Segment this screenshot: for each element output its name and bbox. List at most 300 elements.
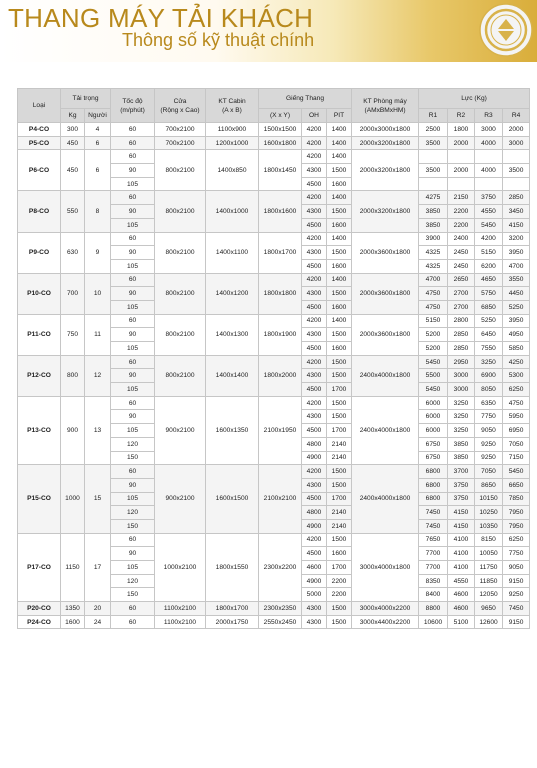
speed-cell: 60 bbox=[111, 355, 155, 369]
speed-cell: 90 bbox=[111, 287, 155, 301]
speed-cell: 105 bbox=[111, 424, 155, 438]
table-row bbox=[18, 602, 530, 616]
r4-cell: 5300 bbox=[503, 369, 530, 383]
r4-cell: 3450 bbox=[503, 205, 530, 219]
r1-cell bbox=[419, 177, 448, 191]
speed-cell: 90 bbox=[111, 547, 155, 561]
r1-cell: 5200 bbox=[419, 342, 448, 356]
spec-table bbox=[17, 88, 530, 629]
r2-cell: 2450 bbox=[448, 259, 475, 273]
table-row bbox=[18, 123, 530, 137]
r3-cell: 5450 bbox=[475, 218, 503, 232]
speed-cell: 120 bbox=[111, 574, 155, 588]
r1-cell: 7450 bbox=[419, 519, 448, 533]
r2-cell: 2950 bbox=[448, 355, 475, 369]
load-persons-cell: 8 bbox=[85, 191, 111, 232]
r1-cell: 7650 bbox=[419, 533, 448, 547]
door-cell: 700x2100 bbox=[155, 123, 206, 137]
speed-cell: 150 bbox=[111, 451, 155, 465]
machine-room-cell: 3000x4400x2200 bbox=[352, 615, 419, 629]
r3-cell: 5150 bbox=[475, 246, 503, 260]
oh-cell: 4200 bbox=[302, 396, 327, 410]
speed-cell: 60 bbox=[111, 191, 155, 205]
door-cell: 900x2100 bbox=[155, 465, 206, 533]
r4-cell: 9250 bbox=[503, 588, 530, 602]
r1-cell: 3850 bbox=[419, 205, 448, 219]
r3-cell: 3250 bbox=[475, 355, 503, 369]
door-cell: 800x2100 bbox=[155, 355, 206, 396]
load-persons-cell: 24 bbox=[85, 615, 111, 629]
header-r3: R3 bbox=[475, 109, 503, 123]
oh-cell: 4300 bbox=[302, 164, 327, 178]
load-persons-cell: 15 bbox=[85, 465, 111, 533]
r4-cell: 2000 bbox=[503, 123, 530, 137]
oh-cell: 4200 bbox=[302, 191, 327, 205]
r2-cell: 2650 bbox=[448, 273, 475, 287]
pit-cell: 1600 bbox=[327, 218, 352, 232]
load-kg-cell: 1150 bbox=[61, 533, 85, 601]
oh-cell: 4200 bbox=[302, 150, 327, 164]
r2-cell: 4150 bbox=[448, 519, 475, 533]
r3-cell: 9250 bbox=[475, 451, 503, 465]
speed-cell: 60 bbox=[111, 232, 155, 246]
model-cell: P15-CO bbox=[18, 465, 61, 533]
oh-cell: 4500 bbox=[302, 259, 327, 273]
r2-cell: 3250 bbox=[448, 424, 475, 438]
r3-cell: 11750 bbox=[475, 561, 503, 575]
oh-cell: 4200 bbox=[302, 465, 327, 479]
r1-cell: 7700 bbox=[419, 547, 448, 561]
cabin-cell: 1200x1000 bbox=[206, 136, 259, 150]
pit-cell: 1400 bbox=[327, 273, 352, 287]
oh-cell: 4200 bbox=[302, 533, 327, 547]
r4-cell: 3550 bbox=[503, 273, 530, 287]
pit-cell: 1500 bbox=[327, 328, 352, 342]
pit-cell: 1500 bbox=[327, 410, 352, 424]
speed-cell: 60 bbox=[111, 396, 155, 410]
r3-cell: 7050 bbox=[475, 465, 503, 479]
cabin-cell: 2000x1750 bbox=[206, 615, 259, 629]
pit-cell: 1400 bbox=[327, 232, 352, 246]
load-kg-cell: 630 bbox=[61, 232, 85, 273]
r2-cell bbox=[448, 177, 475, 191]
oh-cell: 4300 bbox=[302, 205, 327, 219]
model-cell: P10-CO bbox=[18, 273, 61, 314]
machine-room-cell: 2400x4000x1800 bbox=[352, 355, 419, 396]
header-banner bbox=[0, 0, 537, 62]
speed-cell: 90 bbox=[111, 246, 155, 260]
r3-cell: 4550 bbox=[475, 205, 503, 219]
model-cell: P4-CO bbox=[18, 123, 61, 137]
header-speed: Tốc độ (m/phút) bbox=[111, 89, 155, 123]
load-persons-cell: 10 bbox=[85, 273, 111, 314]
r1-cell: 6750 bbox=[419, 437, 448, 451]
r1-cell: 5450 bbox=[419, 383, 448, 397]
shaft-xy-cell: 2300x2350 bbox=[259, 602, 302, 616]
shaft-xy-cell: 1800x1700 bbox=[259, 232, 302, 273]
r2-cell: 5100 bbox=[448, 615, 475, 629]
shaft-xy-cell: 2300x2200 bbox=[259, 533, 302, 601]
machine-room-cell: 2000x3200x1800 bbox=[352, 136, 419, 150]
machine-room-cell: 2000x3600x1800 bbox=[352, 314, 419, 355]
table-row bbox=[18, 136, 530, 150]
r2-cell: 3700 bbox=[448, 465, 475, 479]
shaft-xy-cell: 1500x1500 bbox=[259, 123, 302, 137]
load-kg-cell: 800 bbox=[61, 355, 85, 396]
table-row bbox=[18, 465, 530, 479]
r3-cell: 12050 bbox=[475, 588, 503, 602]
r3-cell: 8150 bbox=[475, 533, 503, 547]
pit-cell: 1700 bbox=[327, 561, 352, 575]
door-cell: 1100x2100 bbox=[155, 602, 206, 616]
r3-cell: 12600 bbox=[475, 615, 503, 629]
r4-cell: 5250 bbox=[503, 300, 530, 314]
oh-cell: 4500 bbox=[302, 424, 327, 438]
oh-cell: 4900 bbox=[302, 519, 327, 533]
r4-cell: 4150 bbox=[503, 218, 530, 232]
speed-cell: 120 bbox=[111, 437, 155, 451]
r3-cell: 9050 bbox=[475, 424, 503, 438]
speed-cell: 60 bbox=[111, 465, 155, 479]
door-cell: 1100x2100 bbox=[155, 615, 206, 629]
r4-cell: 3500 bbox=[503, 164, 530, 178]
table-row bbox=[18, 355, 530, 369]
r3-cell: 9250 bbox=[475, 437, 503, 451]
r1-cell: 7700 bbox=[419, 561, 448, 575]
r4-cell: 4950 bbox=[503, 328, 530, 342]
r1-cell: 3900 bbox=[419, 232, 448, 246]
header-cabin: KT Cabin (A x B) bbox=[206, 89, 259, 123]
r1-cell: 6750 bbox=[419, 451, 448, 465]
speed-cell: 150 bbox=[111, 519, 155, 533]
r2-cell: 4100 bbox=[448, 561, 475, 575]
header-load-persons: Người bbox=[85, 109, 111, 123]
oh-cell: 4800 bbox=[302, 437, 327, 451]
r2-cell: 4100 bbox=[448, 533, 475, 547]
r2-cell: 3000 bbox=[448, 383, 475, 397]
r1-cell: 8800 bbox=[419, 602, 448, 616]
door-cell: 800x2100 bbox=[155, 314, 206, 355]
r3-cell: 4000 bbox=[475, 136, 503, 150]
table-row bbox=[18, 396, 530, 410]
door-cell: 800x2100 bbox=[155, 150, 206, 191]
r4-cell: 3000 bbox=[503, 136, 530, 150]
header-machine-room: KT Phòng máy (AMxBMxHM) bbox=[352, 89, 419, 123]
speed-cell: 105 bbox=[111, 259, 155, 273]
r3-cell: 6850 bbox=[475, 300, 503, 314]
model-cell: P12-CO bbox=[18, 355, 61, 396]
r2-cell: 4600 bbox=[448, 588, 475, 602]
shaft-xy-cell: 1800x2000 bbox=[259, 355, 302, 396]
r4-cell: 3950 bbox=[503, 246, 530, 260]
r2-cell: 3750 bbox=[448, 478, 475, 492]
pit-cell: 1500 bbox=[327, 164, 352, 178]
cabin-cell: 1400x1200 bbox=[206, 273, 259, 314]
model-cell: P8-CO bbox=[18, 191, 61, 232]
oh-cell: 4300 bbox=[302, 287, 327, 301]
machine-room-cell: 2000x3200x1800 bbox=[352, 150, 419, 191]
r2-cell: 3850 bbox=[448, 451, 475, 465]
r3-cell: 8050 bbox=[475, 383, 503, 397]
cabin-cell: 1600x1500 bbox=[206, 465, 259, 533]
r4-cell: 4450 bbox=[503, 287, 530, 301]
r1-cell: 3850 bbox=[419, 218, 448, 232]
r2-cell: 4150 bbox=[448, 506, 475, 520]
r2-cell: 2850 bbox=[448, 328, 475, 342]
oh-cell: 4600 bbox=[302, 561, 327, 575]
r1-cell: 6000 bbox=[419, 410, 448, 424]
r1-cell: 3500 bbox=[419, 136, 448, 150]
speed-cell: 105 bbox=[111, 342, 155, 356]
r1-cell: 5200 bbox=[419, 328, 448, 342]
pit-cell: 1700 bbox=[327, 492, 352, 506]
oh-cell: 4800 bbox=[302, 506, 327, 520]
header-door: Cửa (Rộng x Cao) bbox=[155, 89, 206, 123]
r2-cell: 4600 bbox=[448, 602, 475, 616]
r1-cell: 2500 bbox=[419, 123, 448, 137]
pit-cell: 1700 bbox=[327, 383, 352, 397]
speed-cell: 90 bbox=[111, 478, 155, 492]
cabin-cell: 1800x1700 bbox=[206, 602, 259, 616]
pit-cell: 1400 bbox=[327, 123, 352, 137]
r1-cell: 6000 bbox=[419, 424, 448, 438]
pit-cell: 1600 bbox=[327, 259, 352, 273]
r2-cell: 3250 bbox=[448, 410, 475, 424]
header-shaft-xy: (X x Y) bbox=[259, 109, 302, 123]
load-kg-cell: 550 bbox=[61, 191, 85, 232]
r4-cell: 5850 bbox=[503, 342, 530, 356]
header-r2: R2 bbox=[448, 109, 475, 123]
oh-cell: 4200 bbox=[302, 355, 327, 369]
load-persons-cell: 12 bbox=[85, 355, 111, 396]
r2-cell: 2200 bbox=[448, 218, 475, 232]
r3-cell: 6200 bbox=[475, 259, 503, 273]
table-row bbox=[18, 615, 530, 629]
pit-cell: 1600 bbox=[327, 177, 352, 191]
speed-cell: 105 bbox=[111, 300, 155, 314]
shaft-xy-cell: 2100x1950 bbox=[259, 396, 302, 464]
oh-cell: 4300 bbox=[302, 410, 327, 424]
header-r4: R4 bbox=[503, 109, 530, 123]
oh-cell: 4900 bbox=[302, 574, 327, 588]
load-persons-cell: 9 bbox=[85, 232, 111, 273]
table-row bbox=[18, 314, 530, 328]
speed-cell: 105 bbox=[111, 383, 155, 397]
load-kg-cell: 900 bbox=[61, 396, 85, 464]
shaft-xy-cell: 1800x1600 bbox=[259, 191, 302, 232]
pit-cell: 2140 bbox=[327, 437, 352, 451]
cabin-cell: 1400x1100 bbox=[206, 232, 259, 273]
model-cell: P24-CO bbox=[18, 615, 61, 629]
r3-cell: 10050 bbox=[475, 547, 503, 561]
r1-cell: 5500 bbox=[419, 369, 448, 383]
speed-cell: 60 bbox=[111, 314, 155, 328]
r2-cell: 2150 bbox=[448, 191, 475, 205]
table-row bbox=[18, 232, 530, 246]
r1-cell: 8350 bbox=[419, 574, 448, 588]
r1-cell: 6800 bbox=[419, 478, 448, 492]
spec-table-container bbox=[17, 88, 529, 629]
speed-cell: 60 bbox=[111, 602, 155, 616]
door-cell: 1000x2100 bbox=[155, 533, 206, 601]
oh-cell: 4200 bbox=[302, 136, 327, 150]
speed-cell: 60 bbox=[111, 615, 155, 629]
load-kg-cell: 700 bbox=[61, 273, 85, 314]
speed-cell: 60 bbox=[111, 150, 155, 164]
pit-cell: 1700 bbox=[327, 424, 352, 438]
shaft-xy-cell: 2550x2450 bbox=[259, 615, 302, 629]
r3-cell: 10350 bbox=[475, 519, 503, 533]
cabin-cell: 1400x850 bbox=[206, 150, 259, 191]
r1-cell: 5150 bbox=[419, 314, 448, 328]
speed-cell: 60 bbox=[111, 533, 155, 547]
r1-cell: 8400 bbox=[419, 588, 448, 602]
r1-cell: 6800 bbox=[419, 492, 448, 506]
pit-cell: 2140 bbox=[327, 519, 352, 533]
r4-cell: 3200 bbox=[503, 232, 530, 246]
header-shaft-oh: OH bbox=[302, 109, 327, 123]
pit-cell: 2200 bbox=[327, 588, 352, 602]
header-force: Lực (Kg) bbox=[419, 89, 530, 109]
model-cell: P20-CO bbox=[18, 602, 61, 616]
r3-cell bbox=[475, 177, 503, 191]
pit-cell: 1500 bbox=[327, 287, 352, 301]
r2-cell: 2400 bbox=[448, 232, 475, 246]
shaft-xy-cell: 2100x2100 bbox=[259, 465, 302, 533]
pit-cell: 1600 bbox=[327, 547, 352, 561]
r1-cell bbox=[419, 150, 448, 164]
oh-cell: 4500 bbox=[302, 547, 327, 561]
machine-room-cell: 2000x3000x1800 bbox=[352, 123, 419, 137]
r2-cell: 3750 bbox=[448, 492, 475, 506]
oh-cell: 4300 bbox=[302, 328, 327, 342]
r2-cell: 2200 bbox=[448, 205, 475, 219]
r1-cell: 6000 bbox=[419, 396, 448, 410]
pit-cell: 1500 bbox=[327, 602, 352, 616]
oh-cell: 4300 bbox=[302, 478, 327, 492]
speed-cell: 90 bbox=[111, 369, 155, 383]
header-shaft-pit: PIT bbox=[327, 109, 352, 123]
door-cell: 900x2100 bbox=[155, 396, 206, 464]
oh-cell: 4500 bbox=[302, 383, 327, 397]
pit-cell: 1500 bbox=[327, 355, 352, 369]
load-persons-cell: 20 bbox=[85, 602, 111, 616]
r3-cell: 5250 bbox=[475, 314, 503, 328]
r4-cell: 7450 bbox=[503, 602, 530, 616]
r2-cell: 2700 bbox=[448, 287, 475, 301]
machine-room-cell: 2000x3200x1800 bbox=[352, 191, 419, 232]
load-kg-cell: 1600 bbox=[61, 615, 85, 629]
r4-cell: 6950 bbox=[503, 424, 530, 438]
oh-cell: 5000 bbox=[302, 588, 327, 602]
header-shaft: Giếng Thang bbox=[259, 89, 352, 109]
r3-cell: 10250 bbox=[475, 506, 503, 520]
r4-cell bbox=[503, 177, 530, 191]
speed-cell: 105 bbox=[111, 492, 155, 506]
cabin-cell: 1800x1550 bbox=[206, 533, 259, 601]
r2-cell: 3850 bbox=[448, 437, 475, 451]
page-title: THANG MÁY TẢI KHÁCH bbox=[8, 3, 314, 33]
r4-cell: 2850 bbox=[503, 191, 530, 205]
r1-cell: 4325 bbox=[419, 259, 448, 273]
r3-cell: 4650 bbox=[475, 273, 503, 287]
oh-cell: 4300 bbox=[302, 602, 327, 616]
r1-cell: 7450 bbox=[419, 506, 448, 520]
pit-cell: 1400 bbox=[327, 191, 352, 205]
pit-cell: 1600 bbox=[327, 300, 352, 314]
cabin-cell: 1400x1400 bbox=[206, 355, 259, 396]
door-cell: 700x2100 bbox=[155, 136, 206, 150]
r4-cell: 4750 bbox=[503, 396, 530, 410]
oh-cell: 4300 bbox=[302, 369, 327, 383]
model-cell: P9-CO bbox=[18, 232, 61, 273]
oh-cell: 4500 bbox=[302, 300, 327, 314]
oh-cell: 4300 bbox=[302, 615, 327, 629]
r2-cell: 2850 bbox=[448, 342, 475, 356]
r4-cell: 7750 bbox=[503, 547, 530, 561]
r3-cell: 6450 bbox=[475, 328, 503, 342]
oh-cell: 4500 bbox=[302, 218, 327, 232]
load-persons-cell: 6 bbox=[85, 150, 111, 191]
load-persons-cell: 17 bbox=[85, 533, 111, 601]
machine-room-cell: 2000x3600x1800 bbox=[352, 232, 419, 273]
shaft-xy-cell: 1600x1800 bbox=[259, 136, 302, 150]
load-kg-cell: 1000 bbox=[61, 465, 85, 533]
speed-cell: 105 bbox=[111, 218, 155, 232]
r3-cell: 7550 bbox=[475, 342, 503, 356]
pit-cell: 2200 bbox=[327, 574, 352, 588]
r1-cell: 4700 bbox=[419, 273, 448, 287]
pit-cell: 1500 bbox=[327, 478, 352, 492]
r3-cell: 5750 bbox=[475, 287, 503, 301]
header-r1: R1 bbox=[419, 109, 448, 123]
pit-cell: 1500 bbox=[327, 396, 352, 410]
pit-cell: 1400 bbox=[327, 150, 352, 164]
machine-room-cell: 2000x3600x1800 bbox=[352, 273, 419, 314]
r2-cell: 1800 bbox=[448, 123, 475, 137]
header-load-kg: Kg bbox=[61, 109, 85, 123]
door-cell: 800x2100 bbox=[155, 232, 206, 273]
machine-room-cell: 2400x4000x1800 bbox=[352, 465, 419, 533]
model-cell: P17-CO bbox=[18, 533, 61, 601]
oh-cell: 4300 bbox=[302, 246, 327, 260]
r4-cell: 6250 bbox=[503, 533, 530, 547]
r1-cell: 4750 bbox=[419, 287, 448, 301]
machine-room-cell: 3000x4000x1800 bbox=[352, 533, 419, 601]
table-row bbox=[18, 191, 530, 205]
table-row bbox=[18, 273, 530, 287]
r1-cell: 4325 bbox=[419, 246, 448, 260]
pit-cell: 1500 bbox=[327, 205, 352, 219]
load-persons-cell: 11 bbox=[85, 314, 111, 355]
speed-cell: 90 bbox=[111, 410, 155, 424]
door-cell: 800x2100 bbox=[155, 191, 206, 232]
cabin-cell: 1100x900 bbox=[206, 123, 259, 137]
shaft-xy-cell: 1800x1450 bbox=[259, 150, 302, 191]
page-subtitle: Thông số kỹ thuật chính bbox=[122, 30, 315, 50]
r2-cell: 2450 bbox=[448, 246, 475, 260]
r1-cell: 5450 bbox=[419, 355, 448, 369]
r2-cell: 3250 bbox=[448, 396, 475, 410]
speed-cell: 105 bbox=[111, 177, 155, 191]
r2-cell: 2000 bbox=[448, 164, 475, 178]
machine-room-cell: 2400x4000x1800 bbox=[352, 396, 419, 464]
r1-cell: 6800 bbox=[419, 465, 448, 479]
oh-cell: 4500 bbox=[302, 492, 327, 506]
r4-cell: 7950 bbox=[503, 519, 530, 533]
oh-cell: 4500 bbox=[302, 342, 327, 356]
r3-cell: 6350 bbox=[475, 396, 503, 410]
